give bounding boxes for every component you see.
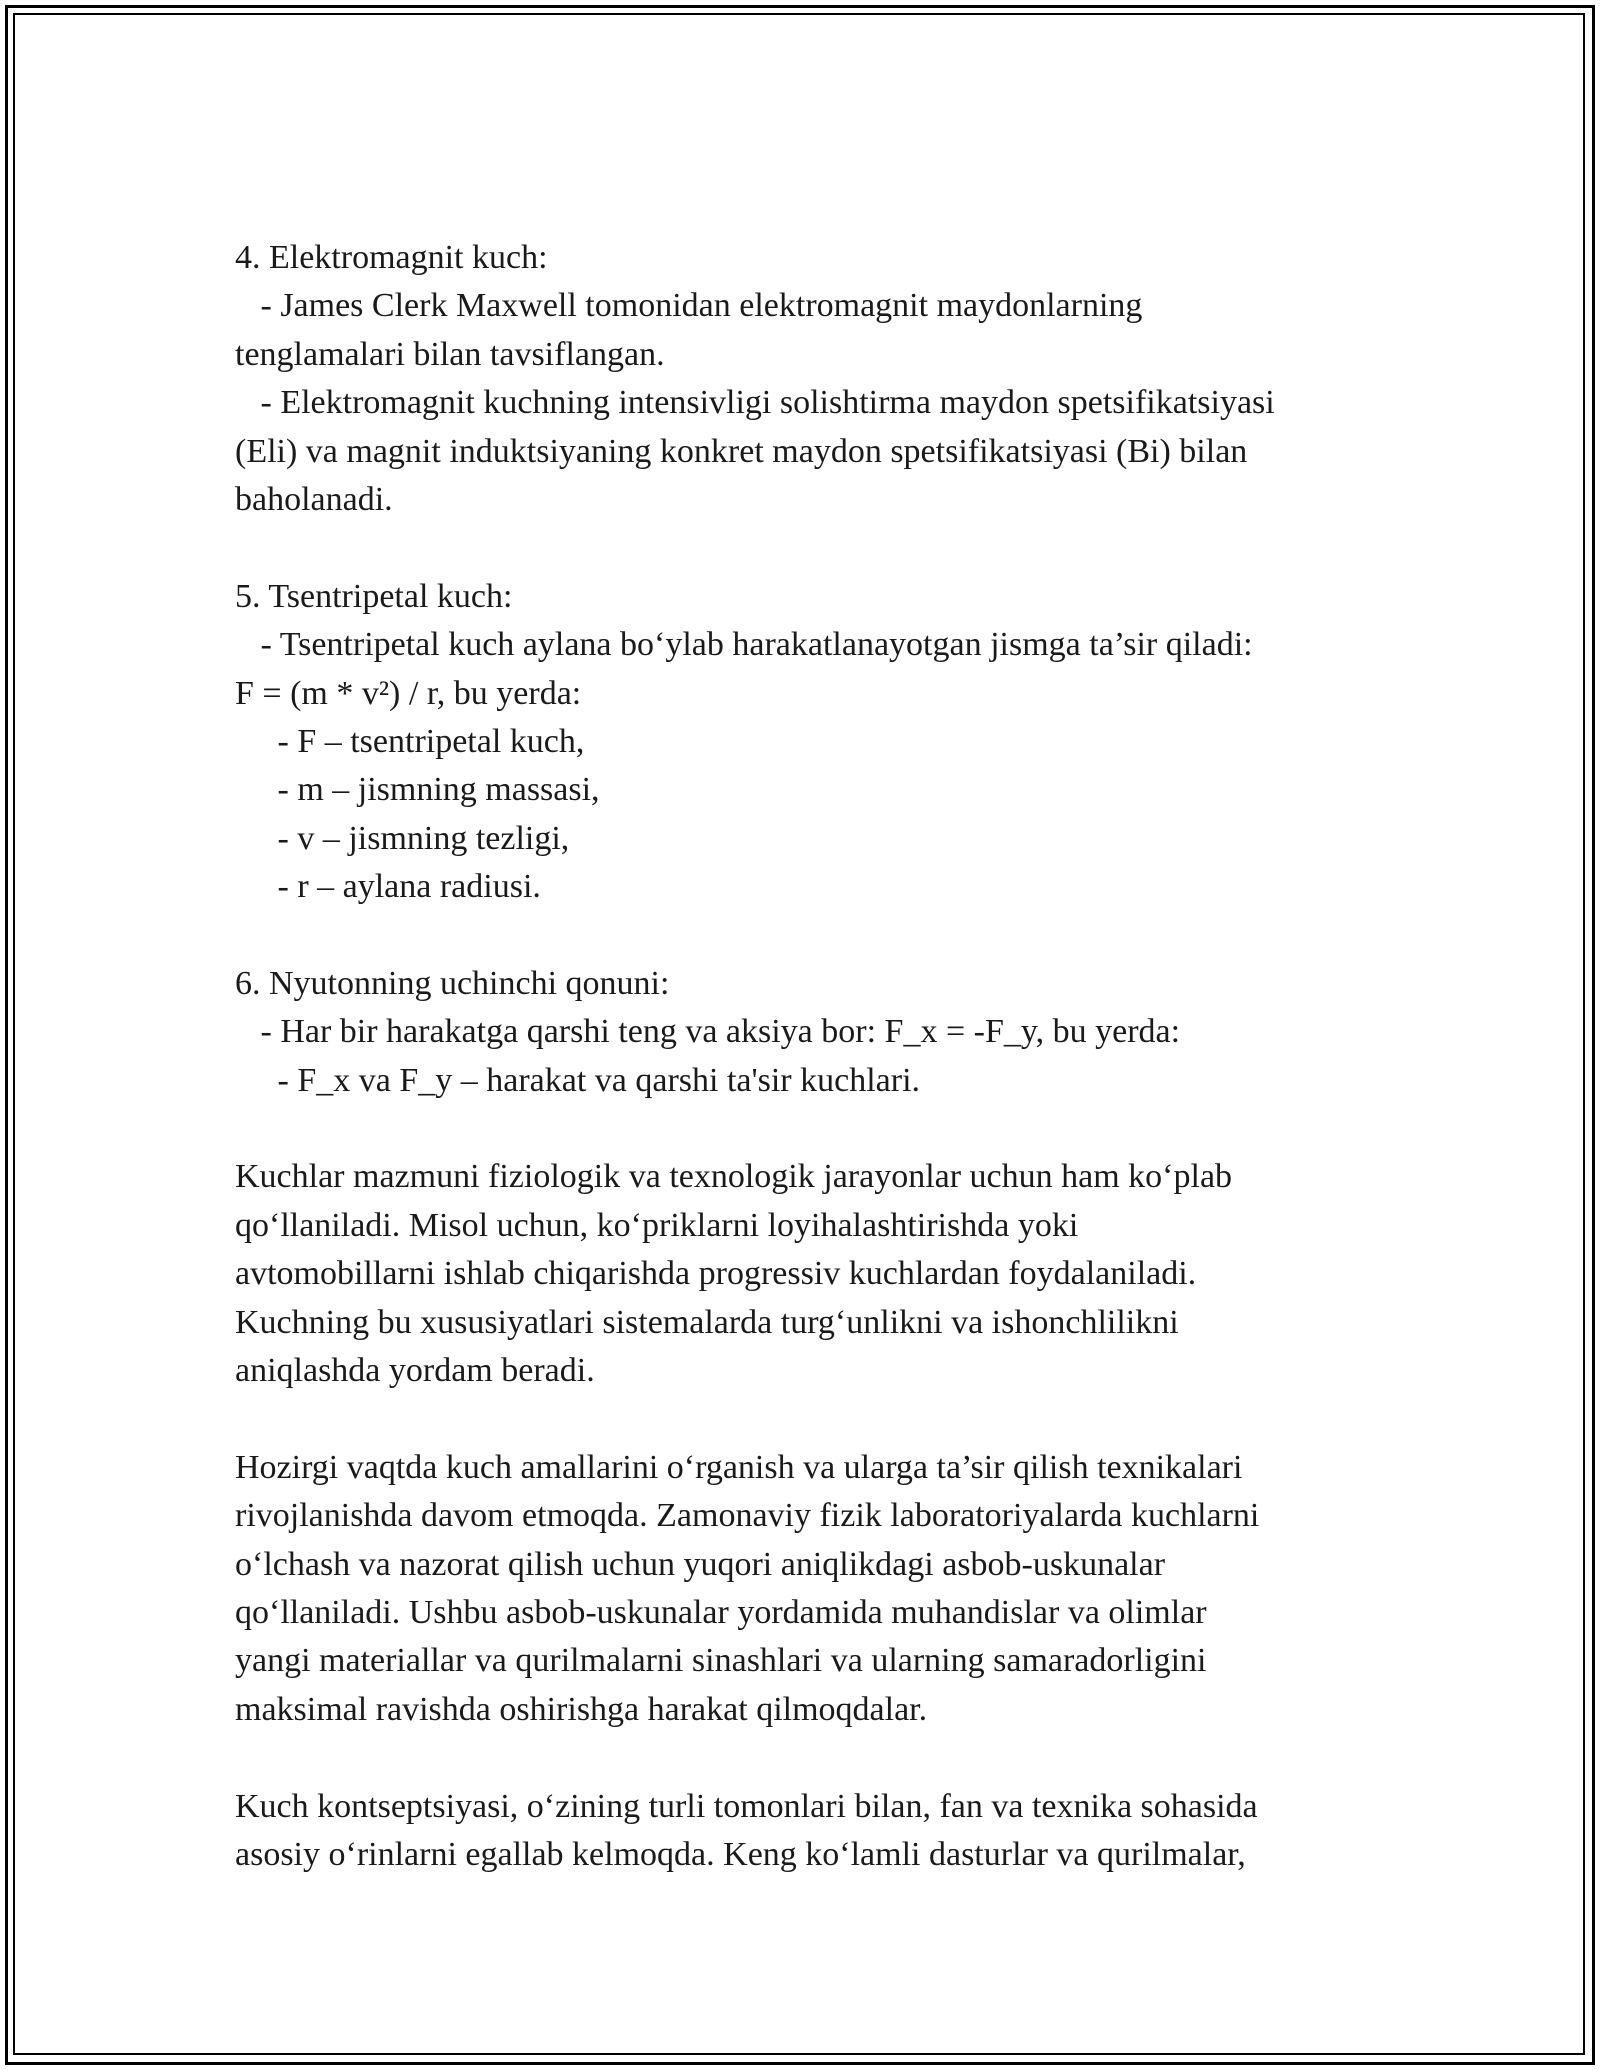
formula-line: F = (m * v²) / r, bu yerda: — [235, 674, 582, 712]
text-line: - James Clerk Maxwell tomonidan elektromagnit maydonlarning — [235, 287, 1143, 325]
text-line: tenglamalari bilan tavsiflangan. — [235, 335, 665, 373]
paragraph-line: qo‘llaniladi. Misol uchun, ko‘priklarni loyihalashtirishda yoki — [235, 1206, 1079, 1244]
paragraph-line: o‘lchash va nazorat qilish uchun yuqori aniqlikdagi asbob-uskunalar — [235, 1545, 1166, 1583]
paragraph-line: Kuchlar mazmuni fiziologik va texnologik jarayonlar uchun ham ko‘plab — [235, 1158, 1233, 1196]
paragraph-line: asosiy o‘rinlarni egallab kelmoqda. Keng ko‘lamli dasturlar va qurilmalar, — [235, 1835, 1246, 1873]
text-line: - Elektromagnit kuchning intensivligi solishtirma maydon spetsifikatsiyasi — [235, 384, 1275, 422]
paragraph-line: Hozirgi vaqtda kuch amallarini o‘rganish va ularga ta’sir qilish texnikalari — [235, 1448, 1243, 1486]
list-item: - F – tsentripetal kuch, — [235, 722, 585, 760]
list-item: - F_x va F_y – harakat va qarshi ta'sir kuchlari. — [235, 1061, 921, 1099]
list-item: - m – jismning massasi, — [235, 771, 600, 809]
paragraph-line: avtomobillarni ishlab chiqarishda progressiv kuchlardan foydalaniladi. — [235, 1255, 1197, 1293]
paragraph-line: yangi materiallar va qurilmalarni sinashlari va ularning samaradorligini — [235, 1642, 1207, 1680]
paragraph-line: Kuch kontseptsiyasi, o‘zining turli tomonlari bilan, fan va texnika sohasida — [235, 1787, 1258, 1825]
paragraph-line: aniqlashda yordam beradi. — [235, 1351, 595, 1389]
text-line: - Tsentripetal kuch aylana bo‘ylab harakatlanayotgan jismga ta’sir qiladi: — [235, 626, 1253, 664]
document-body — [235, 234, 1395, 1879]
section-heading-centripetal-force: 5. Tsentripetal kuch: — [235, 577, 513, 615]
blank-line — [235, 524, 1395, 572]
list-item: - r – aylana radiusi. — [235, 868, 541, 906]
blank-line — [235, 1105, 1395, 1153]
text-line: baholanadi. — [235, 480, 393, 518]
section-heading-newton-third-law: 6. Nyutonning uchinchi qonuni: — [235, 964, 670, 1002]
list-item: - v – jismning tezligi, — [235, 819, 570, 857]
blank-line — [235, 1395, 1395, 1443]
text-line: (Eli) va magnit induktsiyaning konkret maydon spetsifikatsiyasi (Bi) bilan — [235, 432, 1248, 470]
paragraph-line: maksimal ravishda oshirishga harakat qilmoqdalar. — [235, 1690, 928, 1728]
text-line: - Har bir harakatga qarshi teng va aksiya bor: F_x = -F_y, bu yerda: — [235, 1013, 1181, 1051]
paragraph-line: rivojlanishda davom etmoqda. Zamonaviy fizik laboratoriyalarda kuchlarni — [235, 1497, 1260, 1535]
paragraph-line: Kuchning bu xususiyatlari sistemalarda turg‘unlikni va ishonchlilikni — [235, 1303, 1179, 1341]
paragraph-line: qo‘llaniladi. Ushbu asbob-uskunalar yordamida muhandislar va olimlar — [235, 1593, 1207, 1631]
section-heading-electromagnetic-force: 4. Elektromagnit kuch: — [235, 239, 548, 276]
blank-line — [235, 911, 1395, 959]
blank-line — [235, 1734, 1395, 1782]
